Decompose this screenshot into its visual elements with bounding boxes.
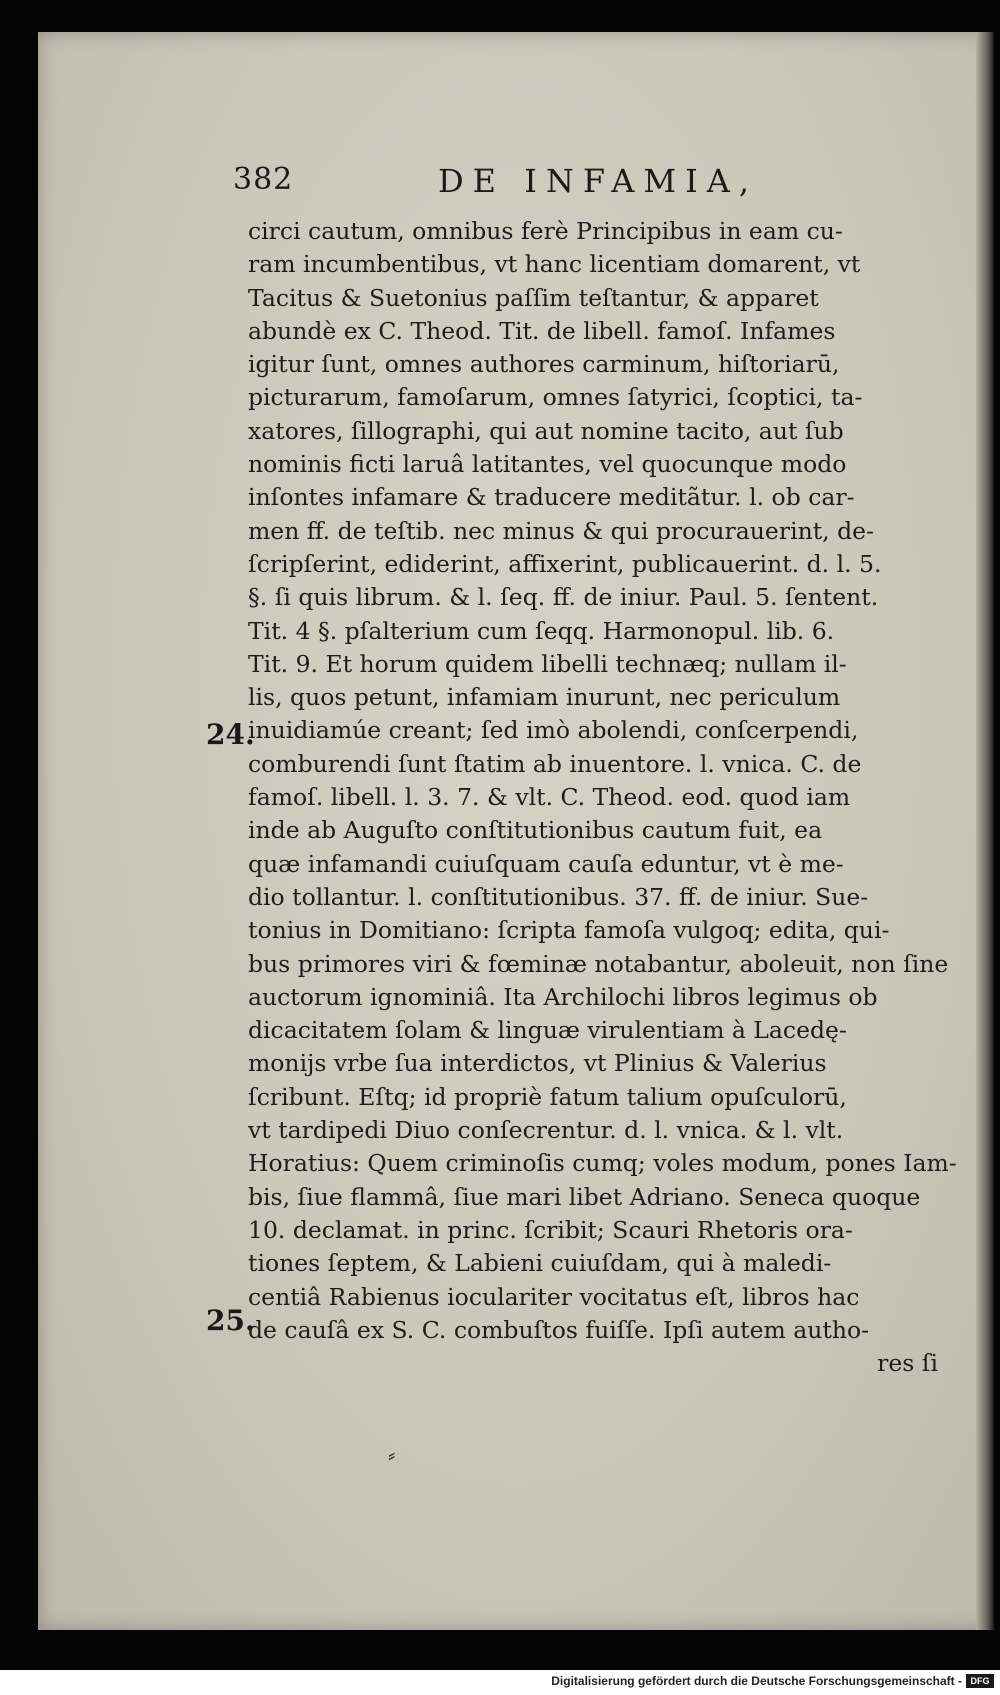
text-line: ſcribunt. Eſtq; id propriè fatum talium opuſculorū, xyxy=(248,1082,847,1111)
text-line: Tit. 9. Et horum quidem libelli technæq; nullam il- xyxy=(248,649,847,678)
text-line: centiâ Rabienus ioculariter vocitatus eſt, libros hac xyxy=(248,1282,860,1311)
catchword: res ſi xyxy=(877,1349,938,1378)
text-line: monijs vrbe ſua interdictos, vt Plinius & Valerius xyxy=(248,1049,827,1078)
text-line: dio tollantur. l. conſtitutionibus. 37. ff. de iniur. Sue- xyxy=(248,882,869,911)
text-line: §. ſi quis librum. & l. ſeq. ff. de iniur. Paul. 5. ſentent. xyxy=(248,583,879,612)
text-line: Horatius: Quem criminoſis cumq; voles modum, pones Iam- xyxy=(248,1149,957,1178)
text-line: Tit. 4 §. pſalterium cum ſeqq. Harmonopul. lib. 6. xyxy=(248,616,835,645)
book-page xyxy=(38,32,994,1630)
text-line: lis, quos petunt, infamiam inurunt, nec periculum xyxy=(248,683,841,712)
text-line: circi cautum, omnibus ferè Principibus in eam cu- xyxy=(248,217,843,245)
body-text xyxy=(248,215,957,1380)
text-line: comburendi ſunt ſtatim ab inuentore. l. vnica. C. de xyxy=(248,749,862,778)
text-line: abundè ex C. Theod. Tit. de libell. famoſ. Infames xyxy=(248,316,836,345)
running-head xyxy=(38,162,994,206)
digitization-footer xyxy=(0,1670,1000,1695)
text-line: nominis ficti laruâ latitantes, vel quocunque modo xyxy=(248,450,847,479)
dfg-logo: DFG xyxy=(966,1674,994,1688)
text-line: bis, ſiue flammâ, ſiue mari libet Adriano. Seneca quoque xyxy=(248,1182,921,1211)
text-line: inuidiamúe creant; ſed imò abolendi, conſcerpendi, xyxy=(248,716,859,745)
text-line: de cauſâ ex S. C. combuſtos fuiſſe. Ipſi autem autho- xyxy=(248,1315,870,1344)
text-line: tonius in Domitiano: ſcripta famoſa vulgoq; edita, qui- xyxy=(248,916,890,945)
text-line: Tacitus & Suetonius paſſim teſtantur, & apparet xyxy=(248,283,819,312)
text-line: ſcripſerint, ediderint, affixerint, publicauerint. d. l. 5. xyxy=(248,549,882,578)
page-edge xyxy=(976,32,994,1630)
text-line: men ff. de teſtib. nec minus & qui procurauerint, de- xyxy=(248,516,874,545)
text-line: bus primores viri & fœminæ notabantur, aboleuit, non ſine xyxy=(248,949,949,978)
page-header: DE INFAMIA, xyxy=(438,162,759,200)
text-line: vt tardipedi Diuo conſecrentur. d. l. vnica. & l. vlt. xyxy=(248,1116,844,1145)
footer-credit: Digitalisierung gefördert durch die Deutsche Forschungsgemeinschaft - xyxy=(551,1674,962,1688)
text-line: quæ infamandi cuiuſquam cauſa eduntur, vt è me- xyxy=(248,849,844,878)
text-line: inſontes infamare & traducere meditãtur. l. ob car- xyxy=(248,483,855,512)
text-line: picturarum, famoſarum, omnes ſatyrici, ſcoptici, ta- xyxy=(248,383,863,412)
text-line: xatores, ſillographi, qui aut nomine tacito, aut ſub xyxy=(248,416,844,445)
marginal-number: 25. xyxy=(206,1304,255,1337)
text-line: ram incumbentibus, vt hanc licentiam domarent, vt xyxy=(248,250,861,279)
text-line: igitur ſunt, omnes authores carminum, hiſtoriarū, xyxy=(248,350,840,379)
text-line: tiones ſeptem, & Labieni cuiuſdam, qui à maledi- xyxy=(248,1249,832,1278)
text-line: 10. declamat. in princ. ſcribit; Scauri Rhetoris ora- xyxy=(248,1215,853,1244)
text-line: auctorum ignominiâ. Ita Archilochi libros legimus ob xyxy=(248,982,878,1011)
text-line: inde ab Auguſto conſtitutionibus cautum fuit, ea xyxy=(248,816,823,845)
text-line: dicacitatem ſolam & linguæ virulentiam à Lacedę- xyxy=(248,1016,847,1045)
page-number: 382 xyxy=(233,162,294,197)
text-line: famoſ. libell. l. 3. 7. & vlt. C. Theod. eod. quod iam xyxy=(248,783,851,812)
marginal-number: 24. xyxy=(206,718,255,751)
printer-mark-icon: ⸗ xyxy=(388,1443,396,1468)
